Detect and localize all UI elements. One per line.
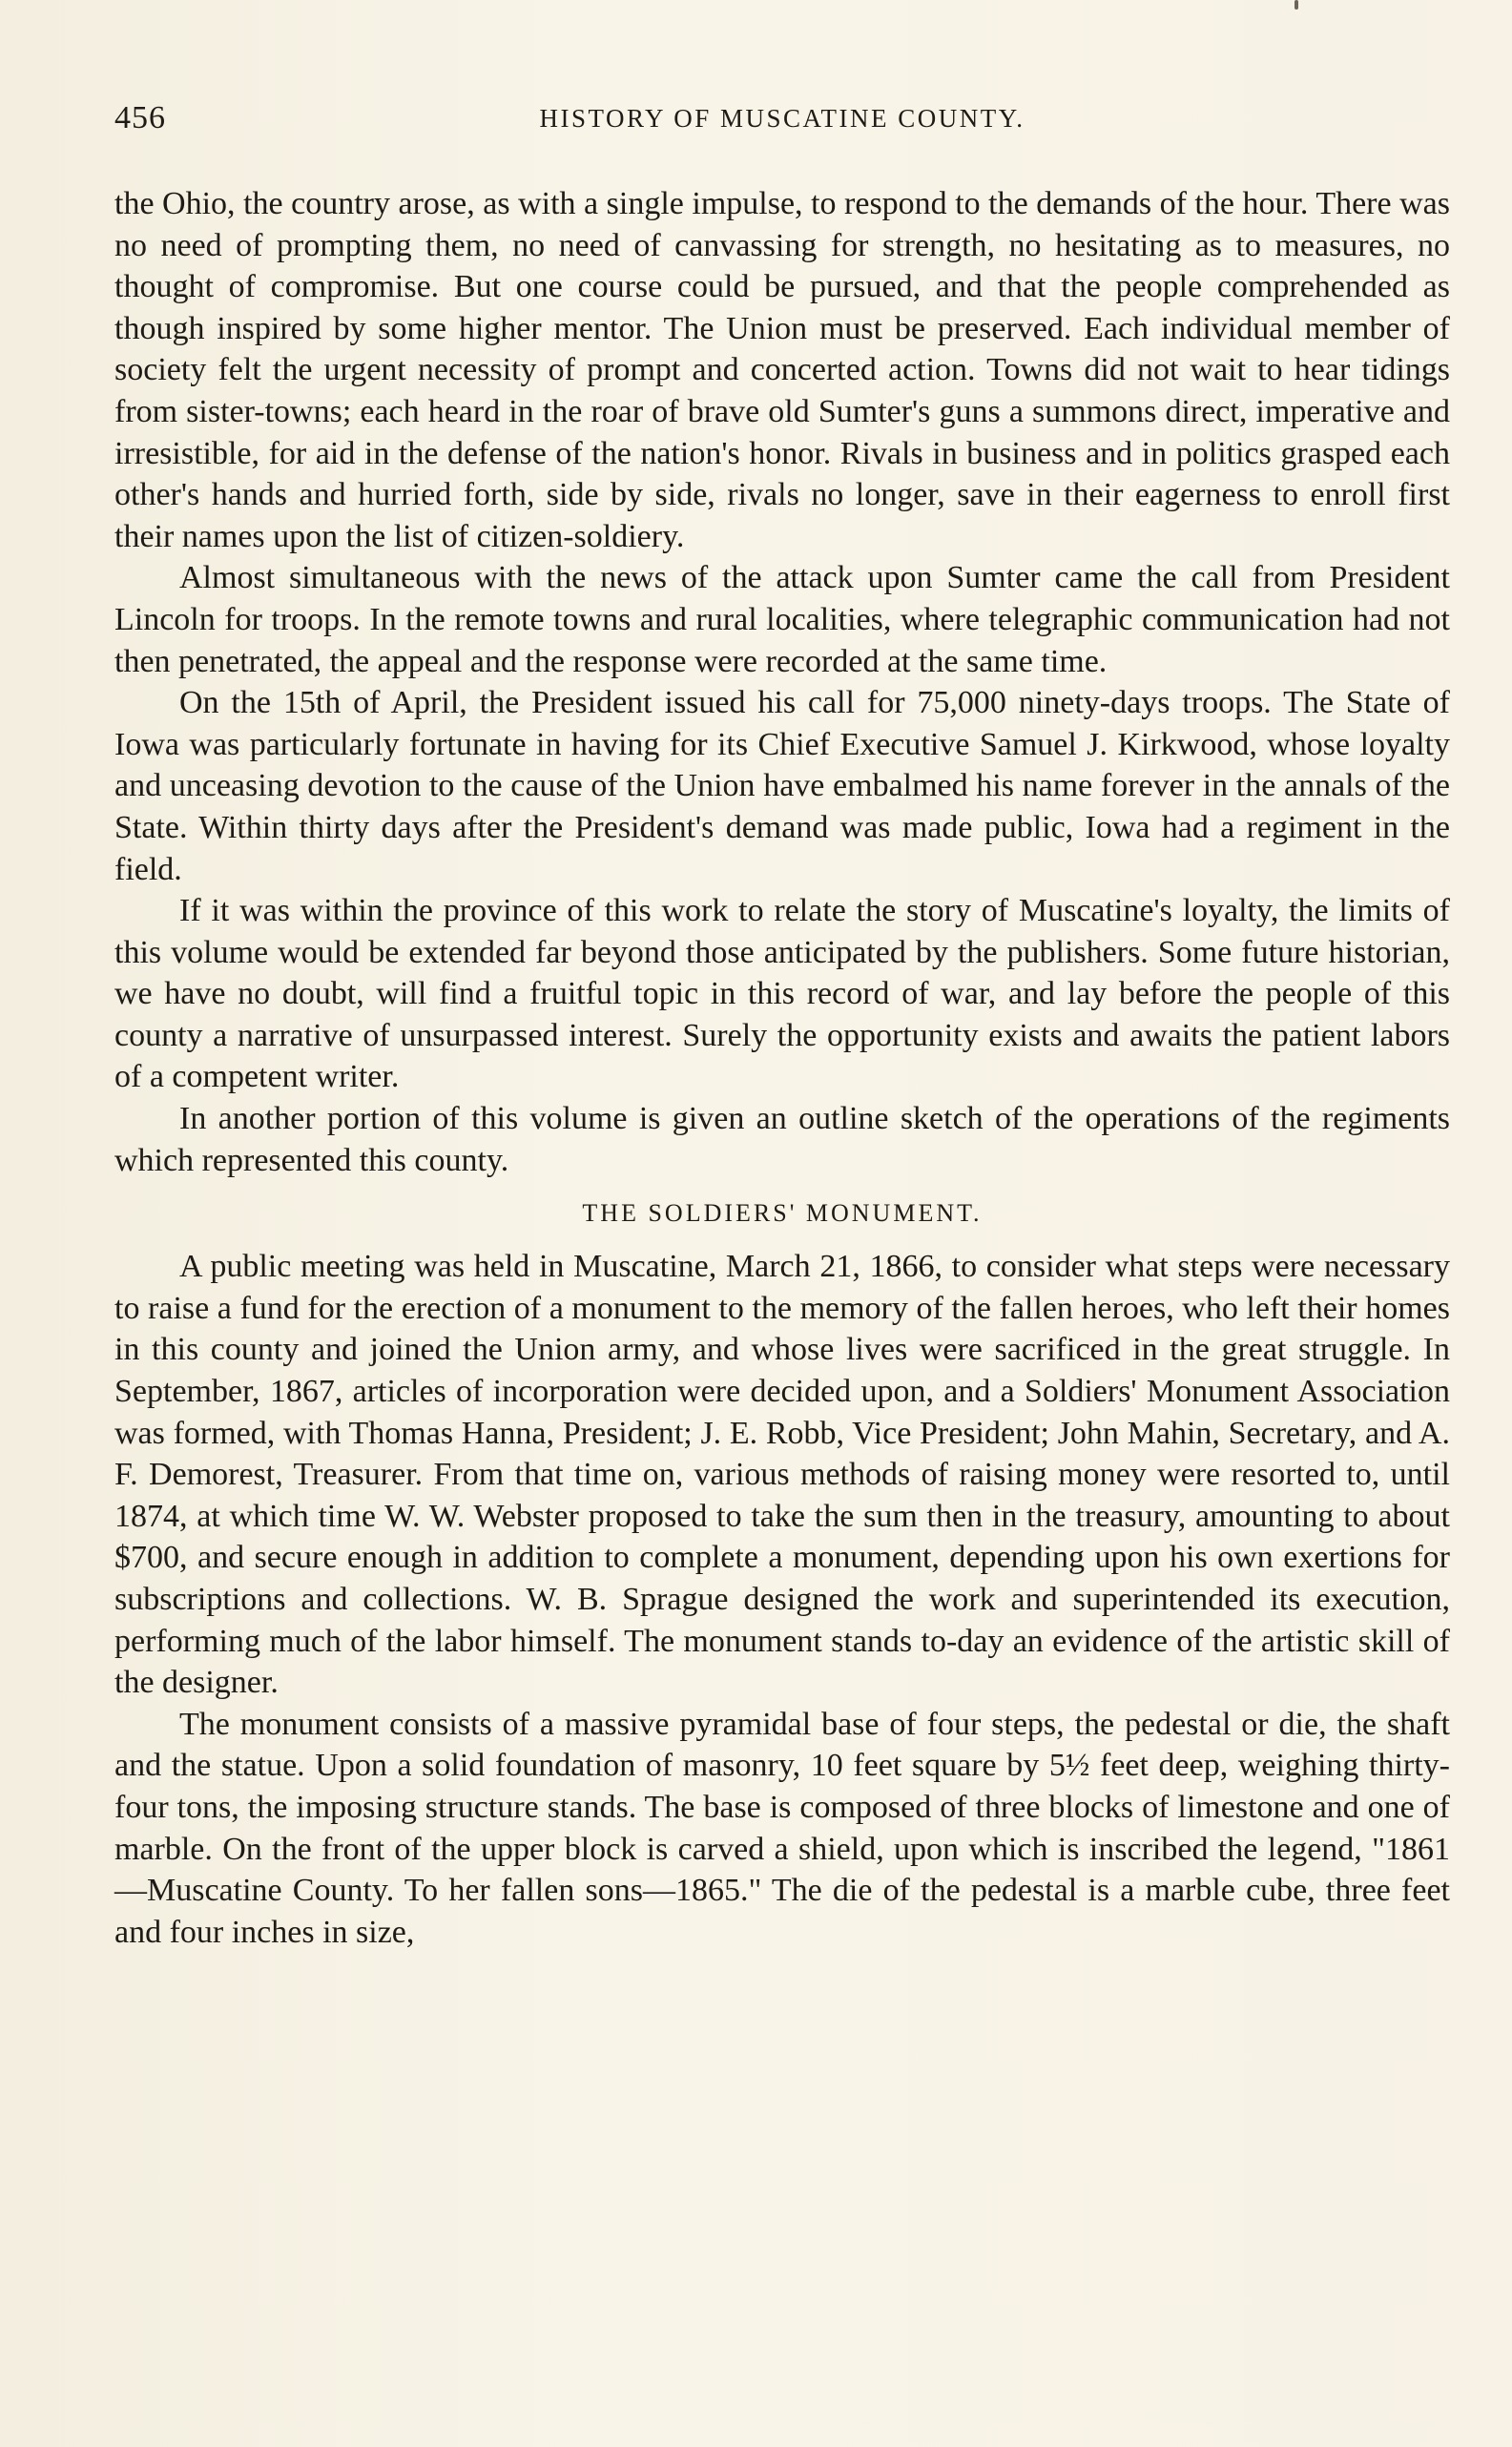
print-speck bbox=[1295, 0, 1298, 10]
page-number: 456 bbox=[114, 100, 166, 135]
paragraph: the Ohio, the country arose, as with a single impulse, to respond to the demands of the hour. There was no need of prompting them, no need of canvassing for strength, no hesitating as to measures, no thought of compromise. But one course could be pursued, and that the people comprehended as though inspired by some higher mentor. The Union must be preserved. Each individual member of society felt the urgent necessity of prompt and concerted action. Towns did not wait to hear tidings from sister-towns; each heard in the roar of brave old Sumter's guns a summons direct, imperative and irresistible, for aid in the defense of the nation's honor. Rivals in business and in politics grasped each other's hands and hurried forth, side by side, rivals no longer, save in their eagerness to enroll first their names upon the list of citizen-soldiery. bbox=[114, 186, 1450, 554]
paragraph: In another portion of this volume is given an outline sketch of the operations of the regiments which represented this county. bbox=[114, 1101, 1450, 1178]
section-heading: THE SOLDIERS' MONUMENT. bbox=[582, 1199, 983, 1228]
paragraph: The monument consists of a massive pyramidal base of four steps, the pedestal or die, the shaft and the statue. Upon a solid foundation of masonry, 10 feet square by 5½ feet deep, weighing thirty-four tons, the imposing structure stands. The base is composed of three blocks of limestone and one of marble. On the front of the upper block is carved a shield, upon which is inscribed the legend, "1861—Muscatine County. To her fallen sons—1865." The die of the pedestal is a marble cube, three feet and four inches in size, bbox=[114, 1706, 1450, 1950]
page-body bbox=[114, 183, 1450, 1953]
paragraph: A public meeting was held in Muscatine, March 21, 1866, to consider what steps were necessary to raise a fund for the erection of a monument to the memory of the fallen heroes, who left their homes in this county and joined the Union army, and whose lives were sacrificed in the great struggle. In September, 1867, articles of incorporation were decided upon, and a Soldiers' Monument Association was formed, with Thomas Hanna, President; J. E. Robb, Vice President; John Mahin, Secretary, and A. F. Demorest, Treasurer. From that time on, various methods of raising money were resorted to, until 1874, at which time W. W. Webster proposed to take the sum then in the treasury, amounting to about $700, and secure enough in addition to complete a monument, depending upon his own exertions for subscriptions and collections. W. B. Sprague designed the work and superintended its execution, performing much of the labor himself. The monument stands to-day an evidence of the artistic skill of the designer. bbox=[114, 1249, 1450, 1701]
running-title: HISTORY OF MUSCATINE COUNTY. bbox=[539, 104, 1025, 133]
page-header bbox=[114, 100, 1450, 148]
paragraph: On the 15th of April, the President issued his call for 75,000 ninety-days troops. The State of Iowa was particularly fortunate in having for its Chief Executive Samuel J. Kirkwood, whose loyalty and unceasing devotion to the cause of the Union have embalmed his name forever in the annals of the State. Within thirty days after the President's demand was made public, Iowa had a regiment in the field. bbox=[114, 685, 1450, 887]
paragraph: If it was within the province of this work to relate the story of Muscatine's loyalty, the limits of this volume would be extended far beyond those anticipated by the publishers. Some future historian, we have no doubt, will find a fruitful topic in this record of war, and lay before the people of this county a narrative of unsurpassed interest. Surely the opportunity exists and awaits the patient labors of a competent writer. bbox=[114, 893, 1450, 1095]
paragraph: Almost simultaneous with the news of the attack upon Sumter came the call from President Lincoln for troops. In the remote towns and rural localities, where telegraphic communication had not then penetrated, the appeal and the response were recorded at the same time. bbox=[114, 560, 1450, 679]
